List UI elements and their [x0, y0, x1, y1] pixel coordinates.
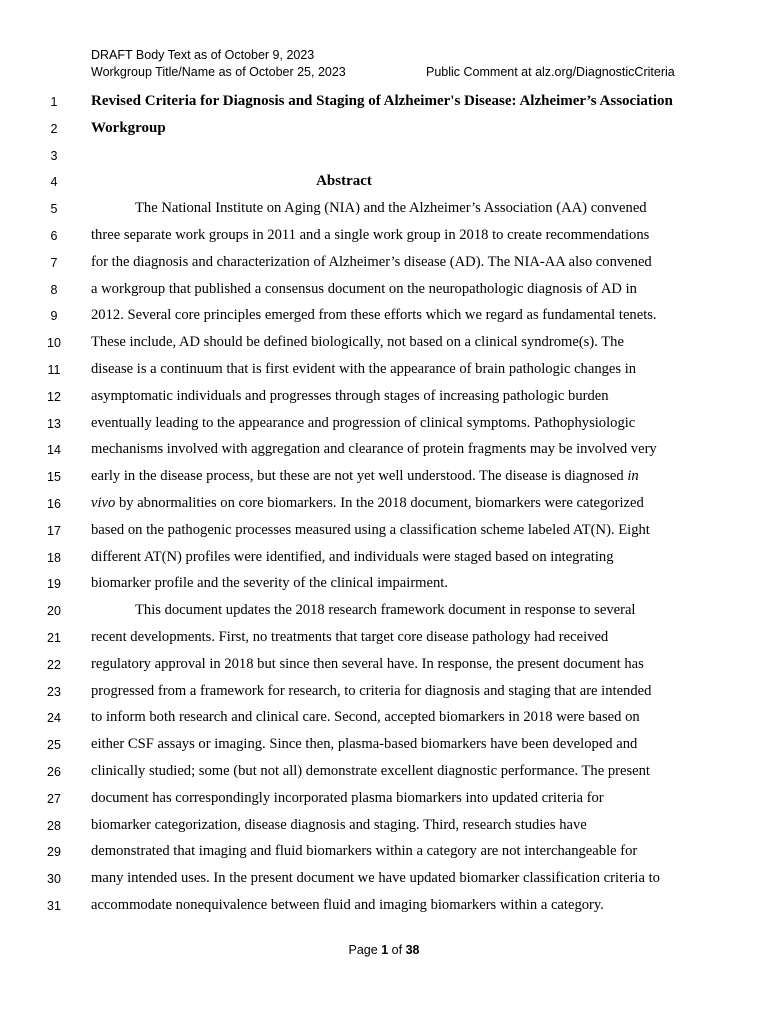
body-text-line: demonstrated that imaging and fluid biomarkers within a category are not interchangeable for: [91, 843, 638, 860]
line-number: 24: [47, 711, 61, 726]
body-text-line: regulatory approval in 2018 but since then several have. In response, the present document has: [91, 655, 644, 672]
line-number: 7: [50, 255, 58, 270]
line-number: 5: [50, 202, 58, 217]
page-number: 1: [381, 943, 389, 957]
body-text-line: early in the disease process, but these are not yet well understood. The disease is diagnosed in: [91, 468, 639, 485]
line-number: 17: [47, 523, 61, 538]
body-text-line: recent developments. First, no treatments that target core disease pathology had received: [91, 629, 609, 645]
line-number: 10: [47, 336, 61, 351]
line-number: 13: [47, 416, 61, 431]
body-text-line: mechanisms involved with aggregation and clearance of protein fragments may be involved very: [91, 441, 657, 458]
line-number: 18: [47, 550, 61, 565]
body-text-line: three separate work groups in 2011 and a single work group in 2018 to create recommendations: [91, 227, 650, 243]
line-number: 27: [47, 791, 61, 806]
body-text-line: asymptomatic individuals and progresses through stages of increasing pathologic burden: [91, 387, 609, 404]
line-number: 12: [47, 389, 61, 404]
line-number: 8: [50, 282, 58, 297]
line-number: 19: [47, 577, 61, 592]
line-number: 20: [47, 604, 61, 619]
body-text-line: 2012. Several core principles emerged from these efforts which we regard as fundamental tenets.: [91, 307, 657, 324]
body-text-line: based on the pathogenic processes measured using a classification scheme labeled AT(N). Eight: [91, 521, 650, 538]
line-number: 3: [50, 148, 58, 163]
line-number: 6: [50, 229, 58, 243]
body-text-line: biomarker profile and the severity of the clinical impairment.: [91, 575, 449, 592]
line-number: 1: [50, 95, 58, 109]
line-number: 9: [50, 309, 58, 324]
of-label: of: [391, 943, 403, 957]
body-text-line: many intended uses. In the present document we have updated biomarker classification criteria to: [91, 870, 660, 887]
line-number: 15: [47, 470, 61, 485]
body-text-line: eventually leading to the appearance and progression of clinical symptoms. Pathophysiologic: [91, 414, 636, 431]
body-text-line: to inform both research and clinical care. Second, accepted biomarkers in 2018 were based on: [91, 709, 640, 726]
line-number: 4: [50, 175, 58, 190]
body-text-line: clinically studied; some (but not all) demonstrate excellent diagnostic performance. The present: [91, 763, 650, 779]
page-label: Page: [348, 943, 378, 957]
body-text-line: The National Institute on Aging (NIA) and the Alzheimer’s Association (AA) convened: [135, 200, 647, 217]
body-text-line: biomarker categorization, disease diagnosis and staging. Third, research studies have: [91, 816, 587, 833]
abstract-heading: Abstract: [316, 173, 372, 190]
document-title-line: Workgroup: [91, 119, 166, 136]
public-comment-line: Public Comment at alz.org/DiagnosticCriteria: [426, 65, 675, 79]
line-number: 14: [47, 443, 61, 458]
body-text-line: progressed from a framework for research, to criteria for diagnosis and staging that are intended: [91, 682, 652, 699]
line-number: 29: [47, 845, 61, 860]
body-text-line: disease is a continuum that is first evident with the appearance of brain pathologic changes in: [91, 361, 637, 377]
line-number: 2: [50, 121, 58, 136]
draft-date-line: DRAFT Body Text as of October 9, 2023: [91, 48, 315, 62]
workgroup-date-line: Workgroup Title/Name as of October 25, 2023: [91, 65, 346, 79]
italic-term: in: [627, 468, 639, 485]
line-number: 31: [47, 899, 61, 913]
line-number: 22: [47, 657, 61, 672]
body-text-line: This document updates the 2018 research framework document in response to several: [135, 602, 636, 619]
body-text-line: accommodate nonequivalence between fluid and imaging biomarkers within a category.: [91, 897, 604, 913]
line-number: 16: [47, 497, 61, 511]
page-footer: [0, 943, 768, 957]
body-text-line: These include, AD should be defined biologically, not based on a clinical syndrome(s). The: [91, 334, 624, 351]
line-number: 25: [47, 738, 61, 753]
line-number: 11: [47, 363, 61, 377]
body-text-line: vivo by abnormalities on core biomarkers. In the 2018 document, biomarkers were categorized: [91, 495, 644, 511]
document-title-line: Revised Criteria for Diagnosis and Staging of Alzheimer's Disease: Alzheimer’s Association: [91, 93, 673, 109]
body-text-line: a workgroup that published a consensus document on the neuropathologic diagnosis of AD in: [91, 280, 637, 297]
line-number: 23: [47, 684, 61, 699]
body-text-line: for the diagnosis and characterization of Alzheimer’s disease (AD). The NIA-AA also convened: [91, 253, 652, 270]
total-pages: 38: [405, 943, 420, 957]
body-text-line: different AT(N) profiles were identified, and individuals were staged based on integrating: [91, 548, 614, 565]
body-text-line: either CSF assays or imaging. Since then, plasma-based biomarkers have been developed and: [91, 736, 638, 753]
line-number: 21: [47, 631, 61, 645]
italic-term: vivo: [91, 495, 116, 511]
line-number: 30: [47, 872, 61, 887]
line-number: 26: [47, 765, 61, 779]
body-text-line: document has correspondingly incorporated plasma biomarkers into updated criteria for: [91, 789, 604, 806]
line-number: 28: [47, 818, 61, 833]
